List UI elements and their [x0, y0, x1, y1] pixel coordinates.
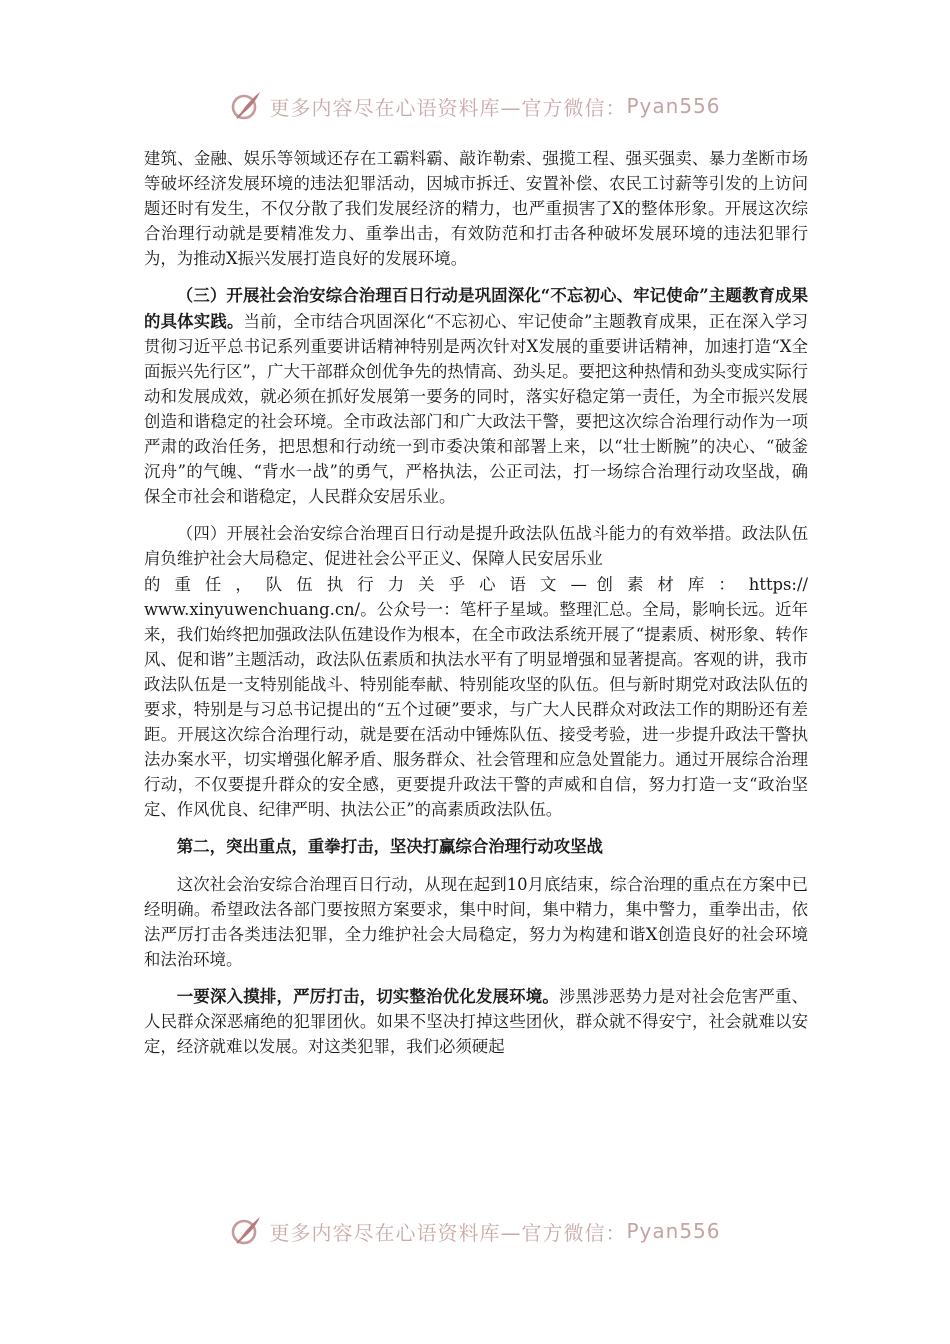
paragraph-4: 这次社会治安综合治理百日行动，从现在起到10月底结束，综合治理的重点在方案中已经明确。希望政法各部门要按照方案要求，集中时间，集中精力，集中警力，重拳出击，依法严厉打击各类违法犯罪，全力维护社会大局稳定，努力为构建和谐X创造良好的社会环境和法治环境。	[144, 874, 808, 969]
quill-logo-icon	[229, 1214, 263, 1248]
watermark-footer	[0, 1211, 950, 1251]
paragraph-2-heading: （三）开展社会治安综合治理百日行动是巩固深化“不忘初心、牢记使命”主题教育成果的具体实践。	[144, 286, 808, 331]
paragraph-3-part-c: www.xinyuwenchuang.cn/。公众号一：笔杆子星域。整理汇总。全局，影响长远。近年来，我们始终把加强政法队伍建设作为根本，在全市政法系统开展了“提素质、树形象、转作风、促和谐”主题活动，政法队伍素质和执法水平有了明显增强和显著提高。客观的讲，我市政法队伍是一支特别能战斗、特别能奉献、特别能攻坚的队伍。但与新时期党对政法队伍的要求，特别是与习总书记提出的“五个过硬”要求，与广大人民群众对政法工作的期盼还有差距。开展这次综合治理行动，就是要在活动中锤炼队伍、接受考验，进一步提升政法干警执法办案水平，切实增强化解矛盾、服务群众、社会管理和应急处置能力。通过开展综合治理行动，不仅要提升群众的安全感，更要提升政法干警的声威和自信，努力打造一支“政治坚定、作风优良、纪律严明、执法公正”的高素质政法队伍。	[144, 599, 809, 820]
document-body	[144, 146, 808, 1059]
paragraph-5-heading: 一要深入摸排，严厉打击，切实整治优化发展环境。	[176, 986, 559, 1006]
paragraph-5-text: 涉黑涉恶势力是对社会危害严重、人民群众深恶痛绝的犯罪团伙。如果不坚决打掉这些团伙，群众就不得安宁，社会就难以安定，经济就难以发展。对这类犯罪，我们必须硬起	[144, 986, 809, 1057]
paragraph-2-text: 当前，全市结合巩固深化“不忘初心、牢记使命”主题教育成果，正在深入学习贯彻习近平总书记系列重要讲话精神特别是两次针对X发展的重要讲话精神，加速打造“X全面振兴先行区”，广大干部群众创优争先的热情高、劲头足。要把这种热情和劲头变成实际行动和发展成效，就必须在抓好发展第一要务的同时，落实好稳定第一责任，为全市振兴发展创造和谐稳定的社会环境。全市政法部门和广大政法干警，要把这次综合治理行动作为一项严肃的政治任务，把思想和行动统一到市委决策和部署上来，以“壮士断腕”的决心、“破釜沉舟”的气魄、“背水一战”的勇气，严格执法，公正司法，打一场综合治理行动攻坚战，确保全市社会和谐稳定，人民群众安居乐业。	[144, 311, 809, 507]
paragraph-5	[144, 984, 808, 1059]
watermark-text: 更多内容尽在心语资料库—官方微信：	[269, 1220, 627, 1245]
paragraph-1: 建筑、金融、娱乐等领域还存在工霸料霸、敲诈勒索、强揽工程、强买强卖、暴力垄断市场等破坏经济发展环境的违法犯罪活动，因城市拆迁、安置补偿、农民工讨薪等引发的上访问题还时有发生，不仅分散了我们发展经济的精力，也严重损害了X的整体形象。开展这次综合治理行动就是要精准发力、重拳出击，有效防范和打击各种破坏发展环境的违法犯罪行为，为推动X振兴发展打造良好的发展环境。	[144, 149, 808, 269]
paragraph-2	[144, 283, 808, 509]
paragraph-3-part-a: （四）开展社会治安综合治理百日行动是提升政法队伍战斗能力的有效举措。政法队伍肩负维护社会大局稳定、促进社会公平正义、保障人民安居乐业	[144, 524, 808, 569]
watermark-header	[0, 86, 950, 126]
watermark-wechat-id: Pyan556	[626, 94, 721, 118]
watermark-text: 更多内容尽在心语资料库—官方微信：	[269, 95, 627, 120]
paragraph-3-part-b: 的 重 任 ， 队 伍 执 行 力 关 乎 心 语 文 — 创 素 材 库 ： https://	[144, 574, 808, 594]
watermark-wechat-id: Pyan556	[626, 1219, 721, 1243]
quill-logo-icon	[229, 89, 263, 123]
section-heading-2: 第二，突出重点，重拳打击，坚决打赢综合治理行动攻坚战	[176, 837, 603, 857]
